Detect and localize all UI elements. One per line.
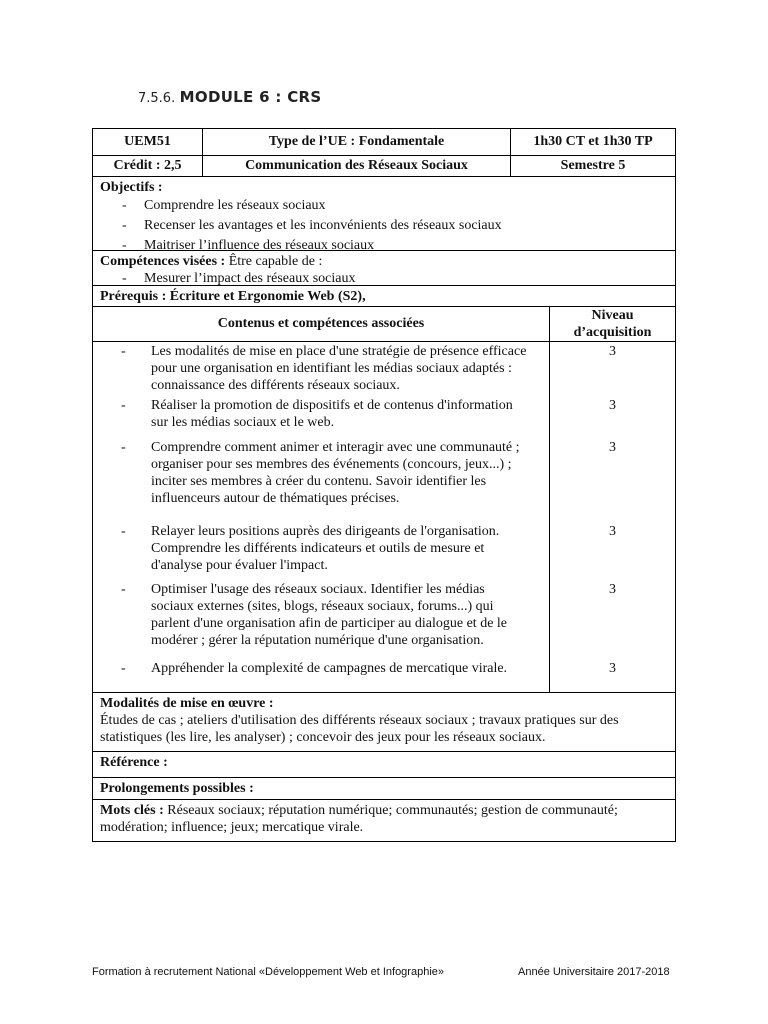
header-row-1 (93, 129, 675, 156)
content-level: 3 (609, 524, 616, 539)
competences-text: Être capable de : (225, 254, 323, 269)
keywords-section (93, 800, 675, 841)
contents-header-row (93, 307, 675, 342)
content-level: 3 (609, 344, 616, 359)
section-number: 7.5.6. (138, 91, 176, 106)
objective-item: - Maitriser l’influence des réseaux sociaux (122, 237, 668, 254)
footer-program: Formation à recrutement National «Développement Web et Infographie» (92, 966, 444, 978)
footer-year: Année Universitaire 2017-2018 (518, 966, 670, 978)
content-item: - Appréhender la complexité de campagnes de mercatique virale. (121, 661, 508, 676)
reference-section: Référence : (93, 752, 675, 778)
contents-body (93, 342, 675, 693)
ue-semester: Semestre 5 (560, 158, 626, 173)
content-item: - Réaliser la promotion de dispositifs et de contenus d'information sur les médias sociaux et le web. (121, 398, 513, 430)
content-level: 3 (609, 661, 616, 676)
content-level: 3 (609, 582, 616, 597)
level-header (550, 307, 675, 341)
ue-name: Communication des Réseaux Sociaux (203, 156, 511, 176)
objective-item: - Recenser les avantages et les inconvénients des réseaux sociaux (122, 217, 668, 234)
header-row-2 (93, 156, 675, 177)
content-item: - Les modalités de mise en place d'une stratégie de présence efficace pour une organisation en identifiant les médias sociaux adaptés : connaissance des différents réseaux sociaux. (121, 344, 527, 393)
competences-list (100, 270, 668, 287)
column-divider (549, 342, 550, 692)
objective-item: - Comprendre les réseaux sociaux (122, 197, 668, 214)
objectives-list (100, 197, 668, 254)
modalities-text: Études de cas ; ateliers d'utilisation des différents réseaux sociaux ; travaux pratiques sur des statistiques (les lire, les analyser) ; concevoir des jeux pour les réseaux sociaux. (100, 713, 619, 745)
content-item: - Comprendre comment animer et interagir avec une communauté ; organiser pour ses membres des événements (concours, jeux...) ; inciter ses membres à créer du contenu. Savoir identifier les influenceurs autour de thématiques précises. (121, 440, 520, 506)
modalities-section (93, 693, 675, 752)
competences-section (93, 251, 675, 286)
keywords-text: Réseaux sociaux; réputation numérique; communautés; gestion de communauté; modération; influence; jeux; mercatique virale. (100, 803, 618, 835)
competences-label: Compétences visées : (100, 254, 226, 269)
modalities-label: Modalités de mise en œuvre : (100, 696, 274, 711)
objectives-section (93, 177, 675, 251)
content-level: 3 (609, 440, 616, 455)
module-title: MODULE 6 : CRS (179, 88, 322, 106)
ue-credit: Crédit : 2,5 (93, 156, 203, 176)
content-item: - Optimiser l'usage des réseaux sociaux. Identifier les médias sociaux externes (sites, blogs, réseaux sociaux, forums...) qui parlent d'une organisation afin de participer au dialogue et de le modérer ; gérer la réputation numérique d'une organisation. (121, 582, 508, 648)
competence-item: - Mesurer l’impact des réseaux sociaux (122, 270, 668, 287)
content-item: - Relayer leurs positions auprès des dirigeants de l'organisation. Comprendre les différents indicateurs et outils de mesure et d'analyse pour évaluer l'impact. (121, 524, 500, 573)
keywords-label: Mots clés : (100, 803, 164, 818)
level-header-line-1: Niveau (591, 308, 634, 323)
level-header-line-2: d’acquisition (573, 325, 652, 340)
extensions-section: Prolongements possibles : (93, 778, 675, 800)
objectives-label: Objectifs : (100, 180, 163, 195)
ue-code: UEM51 (93, 129, 203, 155)
content-level: 3 (609, 398, 616, 413)
ue-type: Type de l’UE : Fondamentale (203, 129, 511, 155)
ue-hours: 1h30 CT et 1h30 TP (533, 134, 653, 149)
contents-header: Contenus et compétences associées (93, 307, 550, 341)
prerequisites-section: Prérequis : Écriture et Ergonomie Web (S2), (93, 286, 675, 307)
module-table (92, 128, 676, 842)
section-heading (138, 88, 321, 106)
